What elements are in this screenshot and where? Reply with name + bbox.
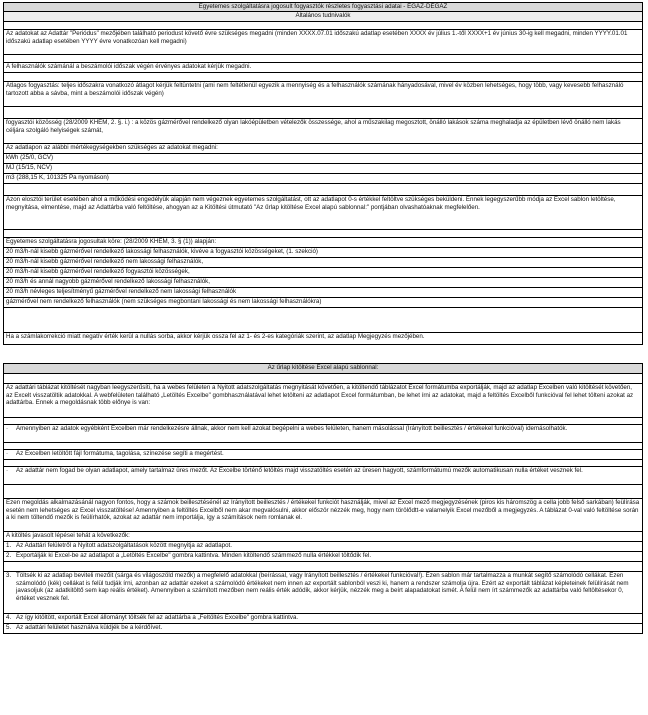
step-1-text: Az Adattári felületről a Nyitott adatszolgáltatások között megnyitja az adatlapot.	[16, 542, 232, 549]
paste-warning: Ezen megoldás alkalmazásánál nagyon fontos, hogy a számok beillesztésénél az Irányított beillesztés / értékekel funkciót használják, mivel az Excel mező megjegyzésének (piros kis háromszög a cella jobb felső sarkában) feülírása esetén nem lehetséges az Excel visszatöltése! Amennyiben a feltöltés Excelből nem akar megvalósulni, akkor először nézzék meg, hogy nem törölődtt-e valamelyik Excel mezőből a megjegyzés. A táblázat 0-val való feltöltése során a ki nem töltendő mezők is feülírhatók, azokat az adattár nem importálja, így a számítások nem romlanak el.	[3, 499, 643, 532]
avg-consumption-note: Átlagos fogyasztás: teljes időszakra vonatkozó átlagot kérjük feltüntetni (ami nem feltétlenül egyezik a mennyiség és a felhasználók számának hányadosával, mivel év közben lehetséges, hogy több, vagy kevesebb felhasználó tartozott abba a sávba, mint a beszámolói időszak végén)	[3, 82, 643, 107]
bullet-mark: ·	[6, 425, 9, 432]
no-service-area-note: Azon elosztói terület esetében ahol a működési engedélyük alapján nem végeznek egyetemes szolgáltatást, ott az adatlapot 0-s értékkel feltöltve szükséges beküldeni. Ennek legegyszerűbb módja az Excel sablon letöltése, megnyitása, elmentése, majd az Adattárba való feltöltése, ahogyan az a Kitöltési útmutató "Az űrlap kitöltése Excel alapú sablonnal:" pontjában olvashatóaknak megfelelően.	[3, 196, 643, 230]
unit-m3: m3 (288,15 K, 101325 Pa nyomáson)	[3, 174, 643, 184]
category-4: 20 m3/h és annál nagyobb gázmérővel rendelkező lakossági felhasználók,	[3, 278, 643, 288]
step-3	[3, 572, 643, 614]
spacer-row	[3, 460, 643, 467]
category-1: 20 m3/h-nál kisebb gázmérővel rendelkező lakossági felhasználók, kivéve a fogyasztói közösségeket, (1. szekció)	[3, 248, 643, 258]
step-3-text: Töltsék ki az adatlap beviteli mezőit (sárga és világoszöld mezők) a megfelelő adatokkal (beírással, vagy Irányított beillesztés / értékekel funkcióval!). Ezen sablon már tartalmazza a munkát segítő számolódó cellákat. Ezen számolódó (kék) cellákat is felül tudják írni, azonban az adattár ezeket a számolódó értékeket nem innen az exportált sablonból veszi ki, hanem a rendszer számolja újra. Ezért az exportált táblázat képleteinek felülírását nem javasoljuk (az adatkitöltő sem kap reális értéket). Amennyiben a számított mezőben nem reális érték adódik, akkor kérjük, nézzék meg a beírt alapadatokat ismét. A felül nem írt számmezők az adattárba való feltöltésekor 0, értéket vesznek fel.	[16, 572, 629, 602]
spacer-row	[3, 374, 643, 384]
step-4-text: Az így kitöltött, exportált Excel állományt töltsék fel az adattárba a „Feltöltés Excelbe" gombra kattintva.	[16, 614, 299, 621]
spacer-row	[3, 55, 643, 63]
excel-intro: Az adattári táblázat kitöltését nagyban leegyszerűsíti, ha a webes felületen a Nyitott adatszolgáltatás megnyitását követően, a kitöltendő táblázatot Excel formátumba exportálják, majd az adatlap Excelben való kitöltését követően, az Excelt visszatöltik adatokkal. A webfelületen található „Letöltés Excelbe" gombhasználatával lehet letölteni az adatlapot Excel formátumban, be lehet írni az adatokat, majd a feltöltés Excelből funkcióval fel lehet tölteni azokat az adattárba. Ennek a megoldásnak több előnye is van:	[3, 384, 643, 418]
section1-subtitle: Általános tudnivalók	[3, 12, 643, 22]
section1-title: Egyetemes szolgáltatásra jogosult fogyasztók részletes fogyasztási adatai - ÉGÁZ-DÉGÁZ	[3, 2, 643, 12]
spacer-row	[3, 22, 643, 30]
category-2: 20 m3/h-nál kisebb gázmérővel rendelkező nem lakossági felhasználók,	[3, 258, 643, 268]
spacer-row	[3, 184, 643, 196]
users-note: A felhasználók számánál a beszámolói időszak végén érvényes adatokat kérjük megadni.	[3, 63, 643, 73]
eligible-heading: Egyetemes szolgáltatásra jogosultak köre: (28/2009 KHEM, 3. § (1)) alapján:	[3, 238, 643, 248]
advantage-1-text: Amennyiben az adatok egyébként Excelben már rendelkezésre állnak, akkor nem kell azokat begépelni a webes felületen, hanem másolással (Irányított beillesztés / értékekel funkcióval) idemásolhatók.	[16, 425, 568, 432]
spacer-row	[3, 418, 643, 425]
step-2-text: Exportálják ki Excel-be az adatlapot a „Letöltés Excelbe" gombra kattintva. Minden kitöltendő számmező nulla értékkel töltődik fel.	[16, 552, 372, 559]
step-1	[3, 542, 643, 552]
spacer-row	[3, 73, 643, 82]
advantage-3-text: Az adattár nem fogad be olyan adatlapot, amely tartalmaz üres mezőt. Az Excelbe történő letöltés majd visszatöltés esetén az üresen hagyott, számformátumú mezők automatikusan nulla értéket vesznek fel.	[16, 467, 583, 474]
spacer-row	[3, 308, 643, 333]
spacer-row	[3, 107, 643, 119]
step-5	[3, 624, 643, 634]
category-3: 20 m3/h-nál kisebb gázmérővel rendelkező fogyasztói közösségek,	[3, 268, 643, 278]
advantage-2-text: Az Excelben letöltött fájl formátuma, tagolása, színezése segíti a megértést.	[16, 450, 224, 457]
advantage-3	[3, 467, 643, 485]
advantage-2	[3, 450, 643, 460]
step-number: 3.	[6, 572, 12, 579]
step-2	[3, 552, 643, 562]
step-number: 5.	[6, 624, 12, 631]
step-4	[3, 614, 643, 624]
bullet-mark: ·	[6, 467, 9, 474]
category-6: gázmérővel nem rendelkező felhasználók (nem szükséges megbontani lakossági és nem lakossági felhasználókra)	[3, 298, 643, 308]
community-definition: fogyasztói közösség (28/2009 KHEM, 2. §. i.) : a közös gázmérővel rendelkező olyan lakóépületben vételezők összessége, ahol a műszakilag megosztott, önálló lakások száma meghaladja az épületben lévő önálló nem lakás céljára szolgáló helyiségek számát,	[3, 119, 643, 144]
spacer-row	[3, 230, 643, 238]
spacer-row	[3, 562, 643, 572]
step-number: 4.	[6, 614, 12, 621]
spacer-row	[3, 485, 643, 499]
period-note: Az adatokat az Adattár "Periódus" mezőjében található periodust követő évre szükséges megadni (minden XXXX.07.01 időszakú adatlap esetében XXXX év július 1.-től XXXX+1 év június 30-ig kell megadni, minden YYYY.01.01 időszakú adatlap esetében YYYY évre vonatkozóan kell megadni)	[3, 30, 643, 55]
section2-title: Az űrlap kitöltése Excel alapú sablonnal:	[3, 363, 643, 374]
steps-heading: A kitöltés javasolt lépései tehát a következők:	[3, 532, 643, 542]
step-number: 2.	[6, 552, 12, 559]
category-5: 20 m3/h névleges teljesítményű gázmérővel rendelkező nem lakossági felhasználók	[3, 288, 643, 298]
correction-note: Ha a számlakorrekció miatt negatív érték kerül a nullás sorba, akkor kérjük ossza fel az 1- és 2-es kategóriák szerint, az adatlap Megjegyzés mezőjében.	[3, 333, 643, 345]
unit-mj: MJ (15/15, NCV)	[3, 164, 643, 174]
step-5-text: Az adattári felületet használva küldjék be a kérdőívet.	[16, 624, 163, 631]
units-note: Az adatlapon az alábbi mértékegységekben szükséges az adatokat megadni:	[3, 144, 643, 154]
advantage-1	[3, 425, 643, 443]
spacer-row	[3, 443, 643, 450]
unit-kwh: kWh (25/0, GCV)	[3, 154, 643, 164]
worksheet	[3, 2, 643, 634]
step-number: 1.	[6, 542, 12, 549]
bullet-mark: ·	[6, 450, 9, 457]
